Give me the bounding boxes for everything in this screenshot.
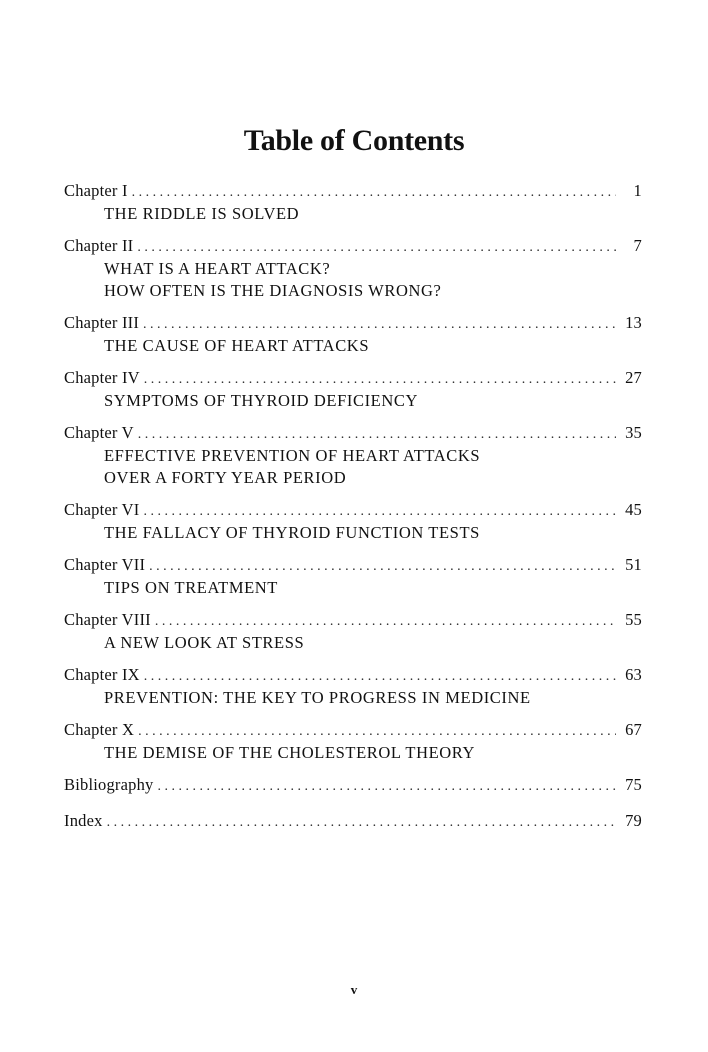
page-number: 27 xyxy=(625,368,642,387)
page-number: 55 xyxy=(625,610,642,629)
chapter-subtitle: PREVENTION: THE KEY TO PROGRESS IN MEDICINE xyxy=(104,688,531,707)
toc-line xyxy=(64,368,642,390)
toc-line xyxy=(64,423,642,445)
toc-entry-bibliography xyxy=(64,775,642,797)
dot-leader xyxy=(144,669,616,685)
toc-line xyxy=(64,181,642,203)
page-number: 75 xyxy=(625,775,642,794)
page-number: 35 xyxy=(625,423,642,442)
toc-entry-chapter-3 xyxy=(64,313,642,357)
dot-leader xyxy=(143,317,616,333)
page-number: 51 xyxy=(625,555,642,574)
toc-line xyxy=(64,665,642,687)
toc-entry-chapter-1 xyxy=(64,181,642,225)
dot-leader xyxy=(149,559,616,575)
chapter-label: Chapter VII xyxy=(64,555,146,574)
chapter-subtitle: THE DEMISE OF THE CHOLESTEROL THEORY xyxy=(104,743,476,762)
chapter-label: Chapter IX xyxy=(64,665,140,684)
chapter-subtitle: SYMPTOMS OF THYROID DEFICIENCY xyxy=(104,391,418,410)
chapter-subtitle: TIPS ON TREATMENT xyxy=(104,578,278,597)
table-of-contents xyxy=(64,181,642,847)
chapter-subtitle: OVER A FORTY YEAR PERIOD xyxy=(104,468,347,487)
chapter-label: Chapter IV xyxy=(64,368,140,387)
dot-leader xyxy=(137,240,616,256)
toc-line xyxy=(64,500,642,522)
chapter-subtitle: EFFECTIVE PREVENTION OF HEART ATTACKS xyxy=(104,446,481,465)
page-folio: v xyxy=(350,982,358,997)
chapter-subtitle: A NEW LOOK AT STRESS xyxy=(104,633,305,652)
toc-line xyxy=(64,720,642,742)
dot-leader xyxy=(138,724,616,740)
toc-entry-chapter-7 xyxy=(64,555,642,599)
chapter-label: Chapter III xyxy=(64,313,140,332)
index-label: Index xyxy=(64,811,103,830)
toc-entry-chapter-6 xyxy=(64,500,642,544)
chapter-subtitle: THE RIDDLE IS SOLVED xyxy=(104,204,300,223)
page-number: 7 xyxy=(633,236,642,255)
chapter-label: Chapter X xyxy=(64,720,135,739)
toc-line xyxy=(64,610,642,632)
toc-line xyxy=(64,811,642,833)
chapter-subtitle: WHAT IS A HEART ATTACK? xyxy=(104,259,331,278)
page-number: 67 xyxy=(625,720,642,739)
toc-entry-chapter-8 xyxy=(64,610,642,654)
toc-entry-chapter-9 xyxy=(64,665,642,709)
toc-line xyxy=(64,775,642,797)
page-number: 1 xyxy=(633,181,642,200)
page-number: 45 xyxy=(625,500,642,519)
chapter-label: Chapter VIII xyxy=(64,610,151,629)
page-number: 13 xyxy=(625,313,642,332)
chapter-label: Chapter VI xyxy=(64,500,140,519)
dot-leader xyxy=(107,815,616,831)
page-title: Table of Contents xyxy=(243,124,465,157)
toc-entry-chapter-10 xyxy=(64,720,642,764)
toc-entry-chapter-5 xyxy=(64,423,642,489)
toc-entry-index xyxy=(64,811,642,833)
toc-line xyxy=(64,555,642,577)
dot-leader xyxy=(132,185,616,201)
dot-leader xyxy=(157,779,616,795)
bibliography-label: Bibliography xyxy=(64,775,154,794)
chapter-label: Chapter II xyxy=(64,236,134,255)
chapter-label: Chapter I xyxy=(64,181,128,200)
dot-leader xyxy=(155,614,616,630)
chapter-subtitle: HOW OFTEN IS THE DIAGNOSIS WRONG? xyxy=(104,281,442,300)
toc-entry-chapter-2 xyxy=(64,236,642,302)
dot-leader xyxy=(143,504,616,520)
page-number: 63 xyxy=(625,665,642,684)
dot-leader xyxy=(138,427,616,443)
toc-line xyxy=(64,313,642,335)
toc-line xyxy=(64,236,642,258)
toc-entry-chapter-4 xyxy=(64,368,642,412)
chapter-subtitle: THE FALLACY OF THYROID FUNCTION TESTS xyxy=(104,523,480,542)
chapter-label: Chapter V xyxy=(64,423,134,442)
page-number: 79 xyxy=(625,811,642,830)
dot-leader xyxy=(144,372,616,388)
chapter-subtitle: THE CAUSE OF HEART ATTACKS xyxy=(104,336,370,355)
